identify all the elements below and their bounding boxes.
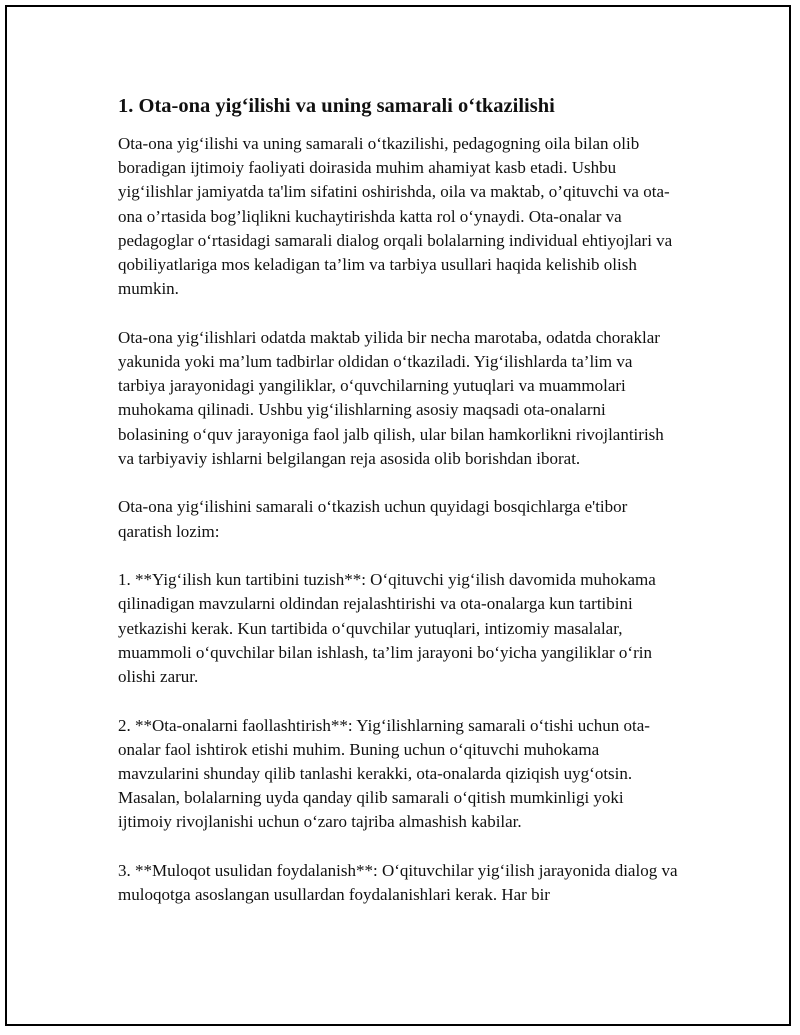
paragraph-stage-3: 3. **Muloqot usulidan foydalanish**: O‘qituvchilar yig‘ilish jarayonida dialog va muloqotga asoslangan usullardan foydalanishlari kerak. Har bir	[118, 861, 678, 905]
paragraph-stage-2: 2. **Ota-onalarni faollashtirish**: Yig‘ilishlarning samarali o‘tishi uchun ota-onalar faol ishtirok etishi muhim. Buning uchun o‘qituvchi muhokama mavzularini shunday qilib tanlashi kerakki, ota-onalarda qiziqish uyg‘otsin. Masalan, bolalarning uyda qanday qilib samarali o‘qitish mumkinligi yoki ijtimoiy rivojlanishi uchun o‘zaro tajriba almashish kabilar.	[118, 715, 650, 832]
document-body	[118, 92, 678, 932]
paragraph-intro: Ota-ona yig‘ilishi va uning samarali o‘tkazilishi, pedagogning oila bilan olib boradigan ijtimoiy faoliyati doirasida muhim ahamiyat kasb etadi. Ushbu yig‘ilishlar jamiyatda ta'lim sifatini oshirishda, oila va maktab, o’qituvchi va ota-ona o’rtasida bog’liqlikni kuchaytirishda katta rol o‘ynaydi. Ota-onalar va pedagoglar o‘rtasidagi samarali dialog orqali bolalarning individual ehtiyojlari va qobiliyatlariga mos keladigan ta’lim va tarbiya usullari haqida kelishib olish mumkin.	[118, 134, 673, 299]
document-title: 1. Ota-ona yig‘ilishi va uning samarali o‘tkazilishi	[118, 95, 555, 117]
paragraph-stages-intro: Ota-ona yig‘ilishini samarali o‘tkazish uchun quyidagi bosqichlarga e'tibor qaratish lozim:	[118, 497, 628, 541]
paragraph-schedule: Ota-ona yig‘ilishlari odatda maktab yilida bir necha marotaba, odatda choraklar yakunida yoki ma’lum tadbirlar oldidan o‘tkaziladi. Yig‘ilishlarda ta’lim va tarbiya jarayonidagi yangiliklar, o‘quvchilarning yutuqlari va muammolari muhokama qilinadi. Ushbu yig‘ilishlarning asosiy maqsadi ota-onalarni bolasining o‘quv jarayoniga faol jalb qilish, ular bilan hamkorlikni rivojlantirish va tarbiyaviy ishlarni belgilangan reja asosida olib borishdan iborat.	[118, 327, 664, 468]
paragraph-stage-1: 1. **Yig‘ilish kun tartibini tuzish**: O‘qituvchi yig‘ilish davomida muhokama qilinadigan mavzularni oldindan rejalashtirishi va ota-onalarga kun tartibini yetkazishi kerak. Kun tartibida o‘quvchilar yutuqlari, intizomiy masalalar, muammoli o‘quvchilar bilan ishlash, ta’lim jarayoni bo‘yicha yangiliklar o‘rin olishi zarur.	[118, 570, 656, 687]
